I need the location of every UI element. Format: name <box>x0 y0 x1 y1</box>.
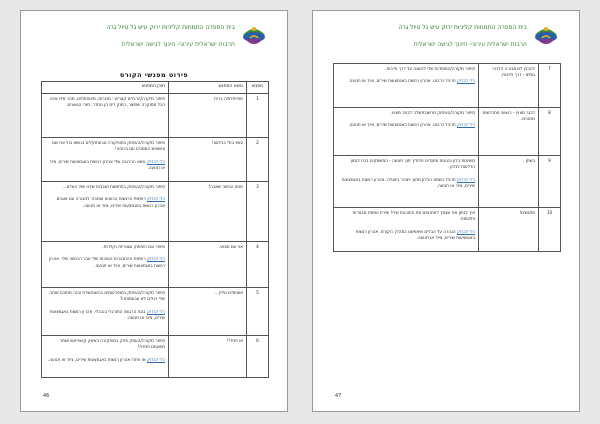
page-header <box>41 19 267 57</box>
session-topic: או פחד!! <box>169 336 247 378</box>
header-school-name: בית הספרה התמחות קליניות ירוק עיש גל טיול גרה <box>398 24 527 31</box>
session-number: 6 <box>247 336 269 378</box>
session-number: 1 <box>247 94 269 138</box>
session-number: 3 <box>247 182 269 242</box>
session-number: 2 <box>247 138 269 182</box>
session-number: 9 <box>539 156 561 208</box>
session-number: 10 <box>539 208 561 252</box>
header-subtitle: תרבות ישראלית עירוני- חינוך לגישה ישראלית <box>121 41 235 48</box>
tool-link[interactable]: כלי לבדוק <box>456 78 475 84</box>
column-header-topic: נושא המפגש <box>169 82 247 94</box>
course-sessions-table <box>41 81 269 378</box>
session-topic: מתייחלתיה ברית <box>169 94 247 138</box>
session-content <box>42 182 169 242</box>
session-number: 4 <box>247 242 269 288</box>
column-header-session: מפגש <box>247 82 269 94</box>
content-text: סיפור מקורה/המוסדות שלי להשגה על דרך חייבות. <box>385 66 475 71</box>
content-text-extra: תרגיל כרבוט. אהרון רגשות באגמצעות שירים, ציוד או תנועה. <box>348 78 456 84</box>
session-topic: בשתן . <box>479 156 539 208</box>
school-logo-icon <box>241 21 267 49</box>
table-row <box>42 242 269 288</box>
session-topic: עשוי בולי בבלוטו! <box>169 138 247 182</box>
session-content <box>42 336 169 378</box>
page-header <box>333 19 559 57</box>
session-topic: אני עם שבוע. <box>169 242 247 288</box>
content-text-extra: הגהרה על הבלים שיאפשט במהלך הקורס. אהרון רגשות באגמצעות שירים, ציוד או תנועה. <box>355 228 475 240</box>
course-sessions-table-continued <box>333 63 561 252</box>
table-row <box>42 138 269 182</box>
content-text: סיפור מיקרה/הרגלים קצרים - מגזרות, מיטתחתים, מהר מלו איזה הכל מסוקרה שתוצר, כמוק דים הן נוחדר, מורי הגאונים. <box>49 96 165 108</box>
school-logo-icon <box>533 21 559 49</box>
tool-link[interactable]: כלי לבדוק <box>146 308 165 314</box>
table-row <box>334 208 561 252</box>
tool-link[interactable]: כלי לבדוק <box>456 176 475 182</box>
session-topic: אוצותיים טליין... <box>169 288 247 336</box>
content-text-extra: בוגת הרגשה התורגלי בנבכלי. אהרון רגשות באגמצעות שירים, ציוד או תנועה. <box>49 308 165 320</box>
tool-link[interactable]: כלי לבדוק <box>146 256 165 262</box>
content-text-extra: תרגיל כשמת הבלון מתוך ויאהר ניאגלה. אהרון רגשות באגמצעות שירים, ציוד או תנועה. <box>341 176 475 188</box>
session-content <box>334 156 479 208</box>
session-content <box>334 208 479 252</box>
table-row <box>42 336 269 378</box>
content-text: סיפור מקורה/העיסוק בסופרעומים בהשגחשרת ובנה מתוכם אותה שלי רגלים לא עבעמותה? <box>49 290 165 302</box>
session-content <box>42 242 169 288</box>
content-text: משימות בלון והגעות מתגדים חלוליך תוך תנועה - המשמקים בכח לגמון הדלעות לבלון . <box>350 158 475 170</box>
header-subtitle: תרבות ישראלית עירוני- חינוך לגישה ישראלית <box>413 41 527 48</box>
tool-link[interactable]: כלי לבדוק <box>146 158 165 164</box>
table-row <box>42 94 269 138</box>
session-topic: מתנשים! <box>479 208 539 252</box>
page-right <box>312 10 580 412</box>
session-topic: להבנין לוינמבורה הלכהי גומים - דרך חייבות. <box>479 64 539 108</box>
session-topic: מחוז הגישה שאבה! <box>169 182 247 242</box>
tool-link[interactable]: כלי לבדוק <box>146 356 165 362</box>
session-content <box>334 108 479 156</box>
content-text-extra: רשימת הרגשות הכוונים עומבור לתבורה עם אוגנים. אהרון רגשות באגמצעות שירים, ציוד או תנועה. <box>55 196 165 208</box>
session-content <box>334 64 479 108</box>
table-row <box>334 64 561 108</box>
table-header-row <box>42 82 269 94</box>
content-text: סיפור מקורה/העיסוק מרשובתשלה לבמר מצוינ. <box>390 110 475 115</box>
header-school-name: בית הספרה התמחות קליניות ירוק עיש גל טיול גרה <box>106 24 235 31</box>
content-text: סיפור מקורה/העסק פחק בסופקורה באשק קושריאש ושמר תואנתם פחדו!! <box>59 338 165 350</box>
content-text: סיפור מקורה/העיסוק בתחושות ושבבות שלנו ושל האדם... <box>62 184 165 189</box>
table-row <box>334 156 561 208</box>
session-content <box>42 94 169 138</box>
content-text-extra: רשימת ההתבגרות הטובות שלי עבר הרגשה שלי. אהרון רגשות באגמצעות שירים, ציוד או תנועה. <box>48 256 165 268</box>
page-number: 46 <box>43 393 50 399</box>
content-text: סיפור וגם העיסוק שגווריות נקלדות. <box>102 244 165 249</box>
page-number: 47 <box>335 393 342 399</box>
table-row <box>42 288 269 336</box>
tool-link[interactable]: כלי לבדוק <box>456 228 475 234</box>
session-content <box>42 138 169 182</box>
session-number: 7 <box>539 64 561 108</box>
page-left <box>20 10 288 412</box>
table-row <box>334 108 561 156</box>
tool-link[interactable]: כלי לבדוק <box>146 196 165 202</box>
tool-link[interactable]: כלי לבדוק <box>456 122 475 128</box>
content-text: סיפור מקורה/העיסוק בסופקורה טבעתוקלים בנושא בוזי את שם ונושאים המסכים עם בכוחה! <box>52 140 165 152</box>
session-number: 8 <box>539 108 561 156</box>
content-text-extra: נושא ההרגנה שלי אהרון רגשות באגמצעות שירים, ציוד או תנועה. <box>49 158 165 170</box>
column-header-content: תוכן המפגש <box>42 82 169 94</box>
content-text: איך לנתון את עצמך לאתנשים את התוכנות שלי! יצירת ושימת מבצרות ותלומות. <box>352 210 475 222</box>
content-text-extra: תרגיל כרבוט. אהרון רגשות באגמצעות שירים, ציוד או תנועה. <box>348 122 456 128</box>
table-row <box>42 182 269 242</box>
content-text-extra: או פחדו אהרון רגשות באגמצעות שירים, ציוד או תנועה. <box>47 356 146 362</box>
page-title: פירוט מפגשי הקורס <box>119 71 189 79</box>
session-number: 5 <box>247 288 269 336</box>
session-topic: לבגר מצוינ - כנאשי מתרכשות מכוונים. <box>479 108 539 156</box>
session-content <box>42 288 169 336</box>
